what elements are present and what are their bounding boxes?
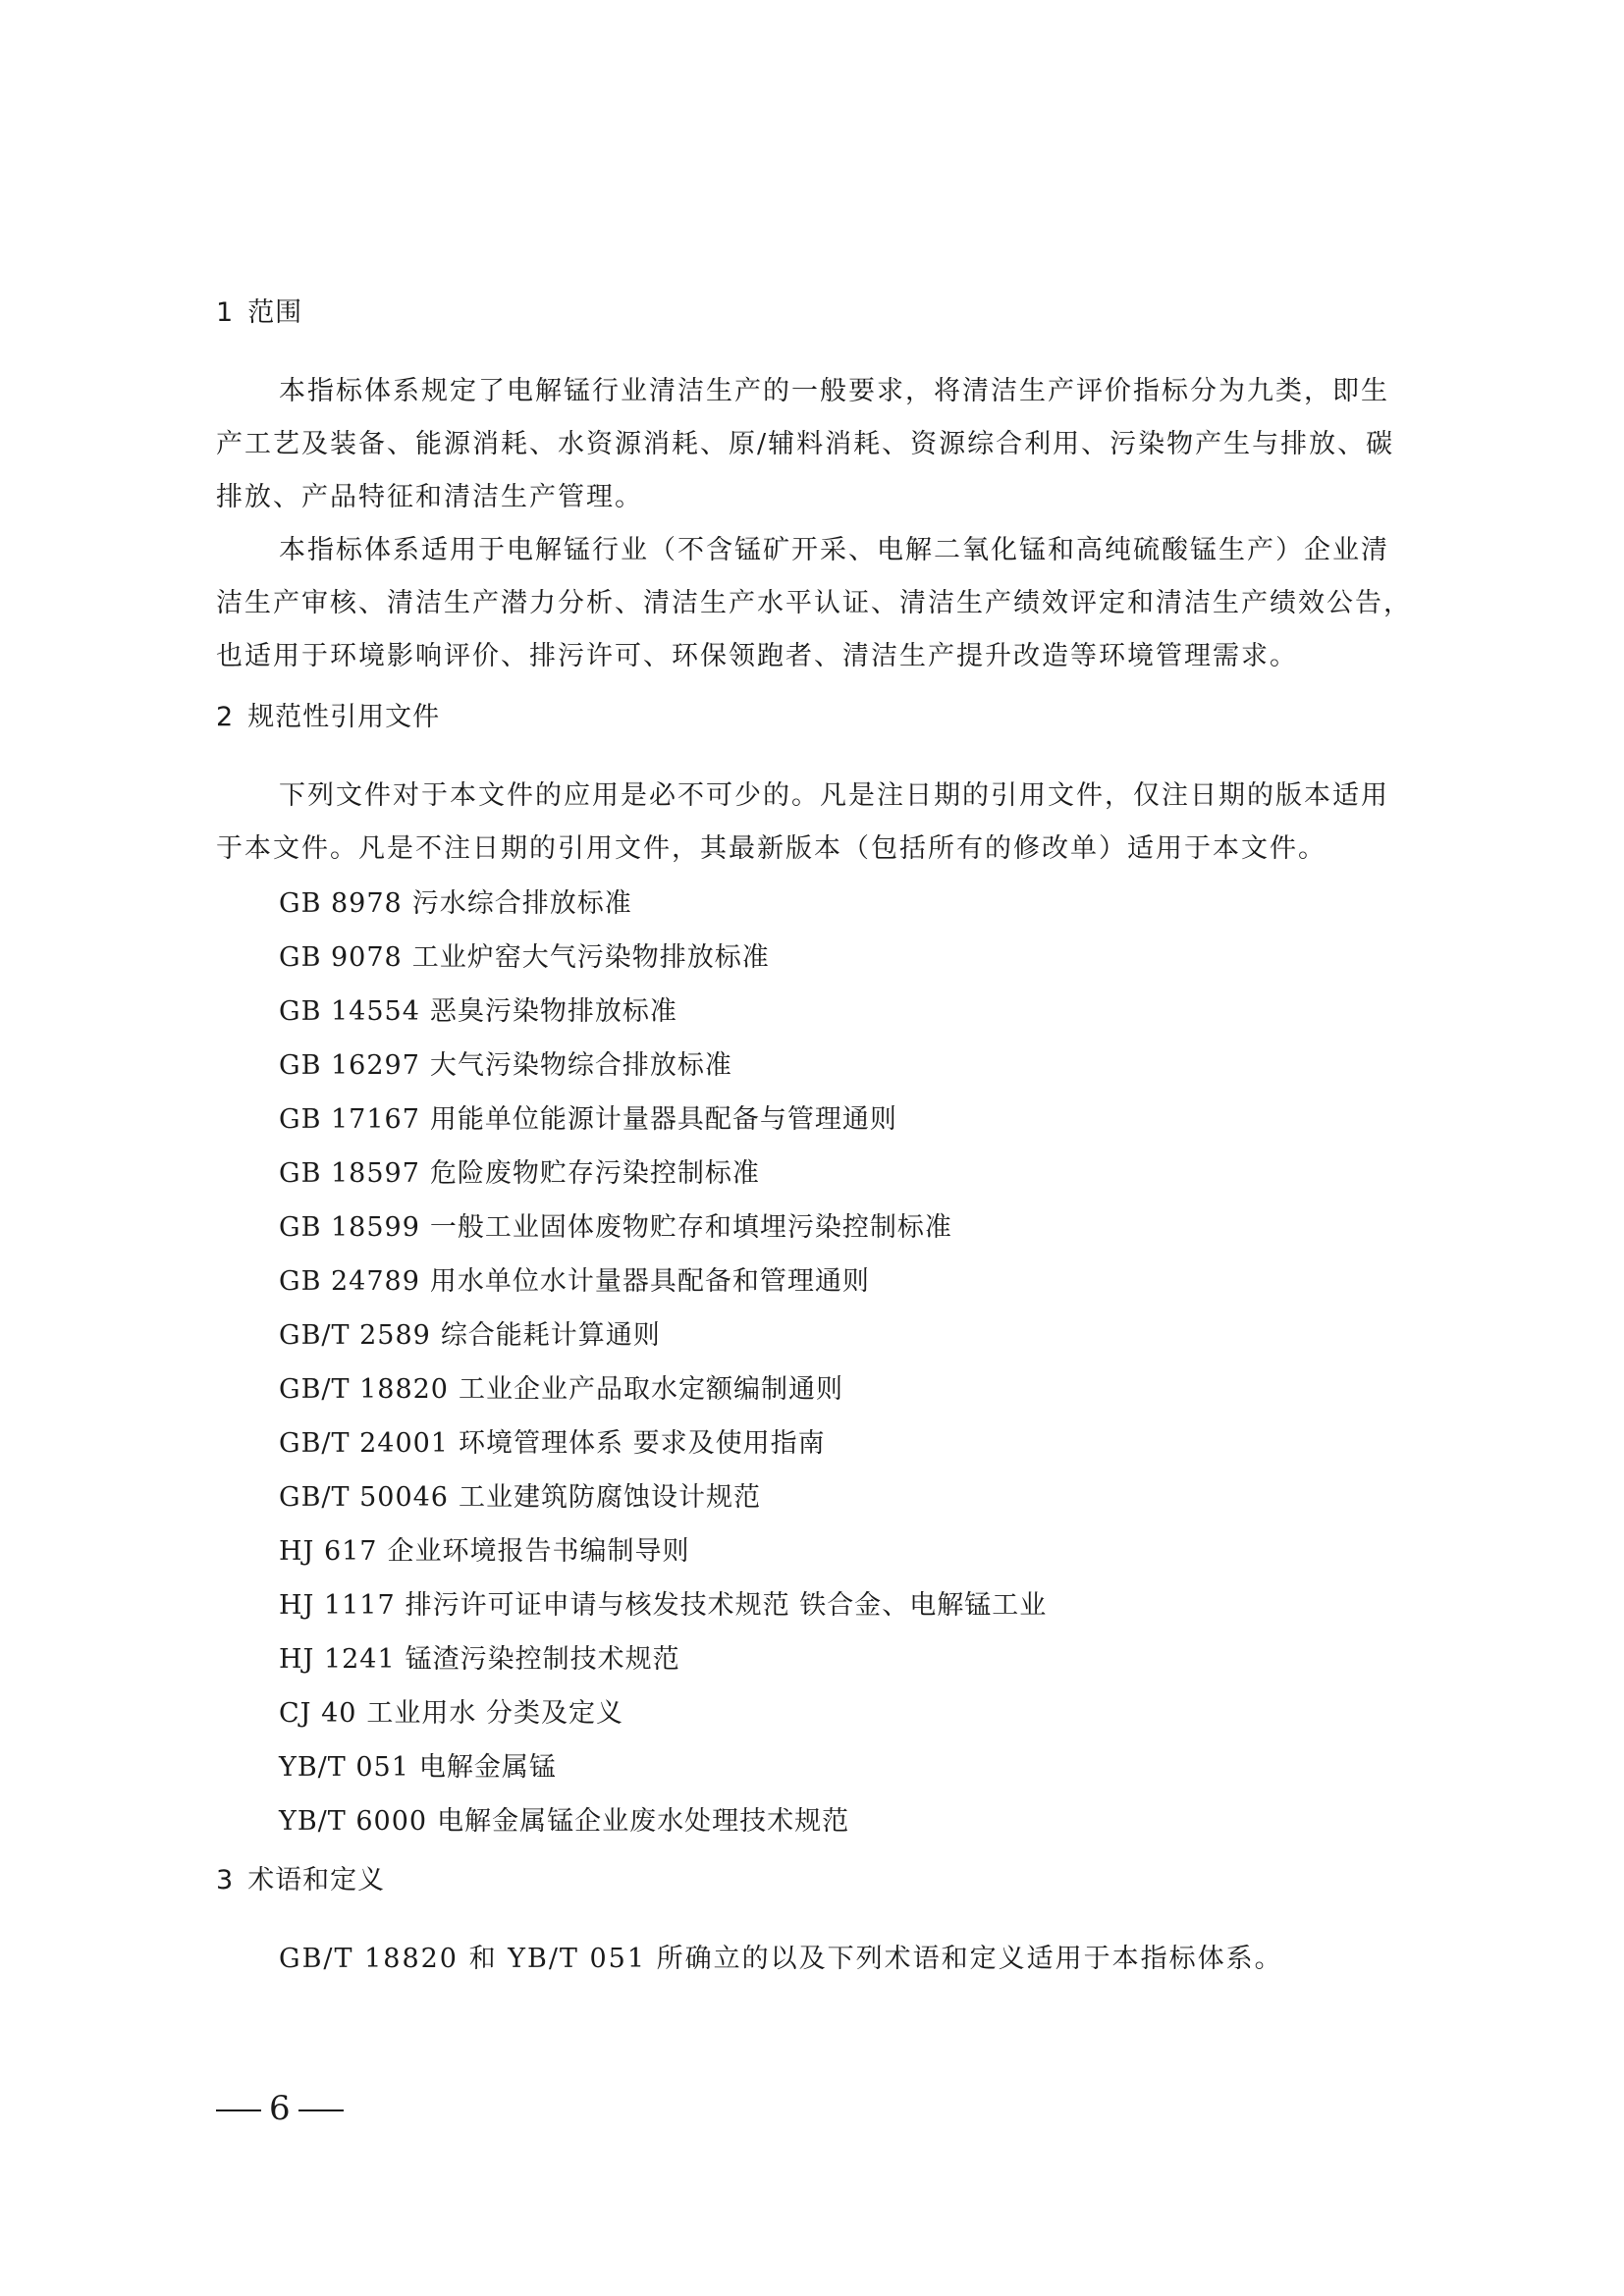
paragraph-line: 于本文件。凡是不注日期的引用文件，其最新版本（包括所有的修改单）适用于本文件。 <box>216 833 1326 864</box>
reference-title: 工业炉窑大气污染物排放标准 <box>411 942 770 973</box>
paragraph-line: 下列文件对于本文件的应用是必不可少的。凡是注日期的引用文件，仅注日期的版本适用 <box>279 780 1389 811</box>
reference-code: GB/T 18820 <box>279 1374 449 1405</box>
reference-title: 环境管理体系 要求及使用指南 <box>459 1428 826 1459</box>
reference-item <box>279 1799 849 1838</box>
reference-code: HJ 1241 <box>279 1644 396 1675</box>
reference-code: GB 18599 <box>279 1212 420 1243</box>
section-title: 术语和定义 <box>247 1865 386 1896</box>
reference-title: 企业环境报告书编制导则 <box>387 1536 690 1567</box>
reference-code: YB/T 6000 <box>279 1806 428 1837</box>
paragraph-line: 本指标体系规定了电解锰行业清洁生产的一般要求，将清洁生产评价指标分为九类，即生 <box>279 376 1389 406</box>
reference-item <box>279 1691 623 1730</box>
reference-title: 用能单位能源计量器具配备与管理通则 <box>429 1104 897 1135</box>
reference-title: 锰渣污染控制技术规范 <box>405 1644 680 1675</box>
paragraph-line: 产工艺及装备、能源消耗、水资源消耗、原/辅料消耗、资源综合利用、污染物产生与排放、碳 <box>216 429 1395 459</box>
paragraph-line: 本指标体系适用于电解锰行业（不含锰矿开采、电解二氧化锰和高纯硫酸锰生产）企业清 <box>279 535 1389 565</box>
reference-item <box>279 1151 760 1190</box>
section-number: 2 <box>216 702 235 732</box>
reference-item <box>279 1475 761 1514</box>
reference-code: GB 18597 <box>279 1158 420 1189</box>
reference-code: YB/T 051 <box>279 1752 409 1783</box>
reference-title: 电解金属锰企业废水处理技术规范 <box>437 1806 850 1837</box>
reference-item <box>279 881 632 920</box>
reference-code: GB 17167 <box>279 1104 420 1135</box>
dash-left <box>216 2109 261 2111</box>
page-number-value: 6 <box>269 2089 291 2128</box>
paragraph-line: 洁生产审核、清洁生产潜力分析、清洁生产水平认证、清洁生产绩效评定和清洁生产绩效公告， <box>216 588 1412 618</box>
reference-title: 电解金属锰 <box>418 1752 557 1783</box>
reference-code: GB/T 24001 <box>279 1428 449 1459</box>
section-title: 范围 <box>247 297 303 328</box>
page-number <box>216 2089 344 2128</box>
section-2-heading <box>216 695 440 733</box>
reference-title: 综合能耗计算通则 <box>440 1320 661 1351</box>
reference-code: GB 24789 <box>279 1266 420 1297</box>
reference-code: GB 8978 <box>279 888 403 919</box>
reference-item <box>279 1637 680 1676</box>
section-3-heading <box>216 1858 385 1896</box>
reference-item <box>279 1313 661 1352</box>
reference-code: CJ 40 <box>279 1698 357 1729</box>
reference-item <box>279 935 770 974</box>
reference-item <box>279 1205 952 1244</box>
reference-item <box>279 1745 557 1784</box>
reference-title: 恶臭污染物排放标准 <box>429 996 677 1027</box>
reference-item <box>279 1421 826 1460</box>
section-number: 3 <box>216 1865 235 1896</box>
reference-title: 工业建筑防腐蚀设计规范 <box>459 1482 761 1513</box>
reference-code: HJ 1117 <box>279 1590 396 1621</box>
reference-title: 污水综合排放标准 <box>411 888 632 919</box>
reference-code: GB 9078 <box>279 942 403 973</box>
reference-code: GB/T 50046 <box>279 1482 449 1513</box>
reference-code: HJ 617 <box>279 1536 378 1567</box>
reference-title: 大气污染物综合排放标准 <box>429 1050 732 1081</box>
section-1-heading <box>216 291 302 329</box>
reference-title: 用水单位水计量器具配备和管理通则 <box>429 1266 870 1297</box>
paragraph-line: GB/T 18820 和 YB/T 051 所确立的以及下列术语和定义适用于本指标体系。 <box>279 1944 1283 1974</box>
reference-code: GB 14554 <box>279 996 420 1027</box>
reference-code: GB/T 2589 <box>279 1320 431 1351</box>
paragraph-line: 排放、产品特征和清洁生产管理。 <box>216 482 643 512</box>
reference-title: 排污许可证申请与核发技术规范 铁合金、电解锰工业 <box>405 1590 1048 1621</box>
reference-item <box>279 1043 732 1082</box>
reference-title: 工业用水 分类及定义 <box>366 1698 624 1729</box>
reference-title: 一般工业固体废物贮存和填埋污染控制标准 <box>429 1212 952 1243</box>
reference-item <box>279 1583 1047 1622</box>
reference-code: GB 16297 <box>279 1050 420 1081</box>
reference-title: 工业企业产品取水定额编制通则 <box>459 1374 843 1405</box>
reference-item <box>279 1097 897 1136</box>
reference-item <box>279 989 677 1028</box>
reference-item <box>279 1367 843 1406</box>
paragraph-line: 也适用于环境影响评价、排污许可、环保领跑者、清洁生产提升改造等环境管理需求。 <box>216 641 1298 671</box>
reference-item <box>279 1529 690 1568</box>
section-number: 1 <box>216 297 235 328</box>
dash-right <box>298 2109 344 2111</box>
reference-item <box>279 1259 870 1298</box>
reference-title: 危险废物贮存污染控制标准 <box>429 1158 760 1189</box>
section-title: 规范性引用文件 <box>247 702 441 732</box>
